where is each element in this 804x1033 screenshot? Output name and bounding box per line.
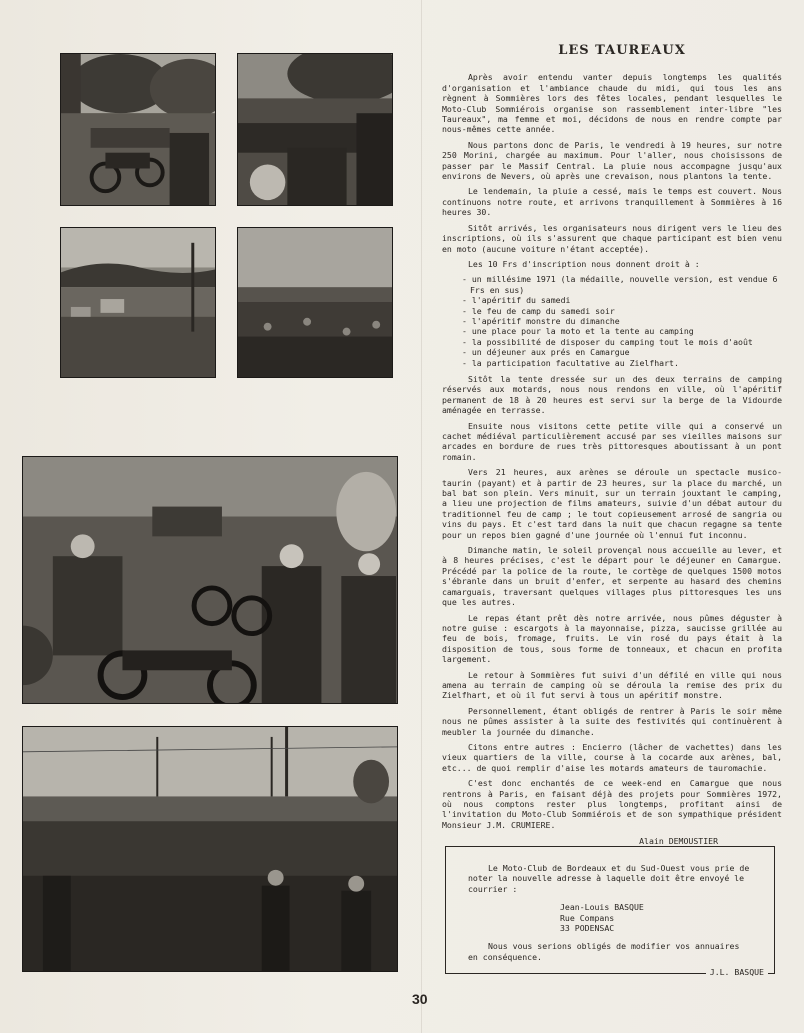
list-item: - le feu de camp du samedi soir — [462, 305, 615, 316]
author-signature: Alain DEMOUSTIER — [639, 836, 718, 847]
photo-bikers-with-helmets — [22, 456, 398, 704]
address-line: 33 PODENSAC — [560, 923, 615, 934]
page-number: 30 — [412, 991, 428, 1007]
paragraph: Les 10 Frs d'inscription nous donnent droit à : — [468, 258, 700, 269]
paragraph: Dimanche matin, le soleil provençal nous accueille au lever, et à 8 heures précises, c'est le départ pour le déjeuner en Camargue. Précédé par la police de la route, le cortège de quelques 1500 motos s'ébranle dans un bruit d'enfer, et serpente au hasard des chemins camarguais, traversant quelques villages plus pittoresques les uns que les autres. — [442, 545, 782, 608]
article-les-taureaux — [442, 43, 782, 847]
paragraph: Personnellement, étant obligés de rentrer à Paris le soir même nous ne pûmes assister à la suite des festivités qui continuèrent à meubler la journée du dimanche. — [442, 705, 782, 737]
list-item: - la participation facultative au Zielfhart. — [462, 357, 679, 368]
paragraph: Citons entre autres : Encierro (lâcher de vachettes) dans les vieux quartiers de la ville, course à la cocarde aux arènes, bal, etc... de quoi remplir d'aise les motards amateurs de tauromachie. — [442, 741, 782, 773]
paragraph: Nous partons donc de Paris, le vendredi à 19 heures, sur notre 250 Morini, chargée au maximum. Pour l'aller, nous choisissons de passer par le Massif Central. La pluie nous accompagne jusqu'aux environs de Nevers, où après une crevaison, nous plantons la tente. — [442, 139, 782, 182]
paragraph: Après avoir entendu vanter depuis longtemps les qualités d'organisation et l'ambiance chaude du midi, qui tous les ans règnent à Sommières lors des fêtes locales, pendant lesquelles le Moto-Club Sommiérois organise son rassemblement inter-libre "les Taureaux", ma femme et moi, décidons de nous en rendre compte par nous-mêmes cette année. — [442, 72, 782, 135]
address-change-notice — [445, 846, 775, 977]
list-item: - l'apéritif du samedi — [462, 295, 571, 306]
list-item: - la possibilité de disposer du camping tout le mois d'août — [462, 336, 753, 347]
registration-benefits-list — [462, 274, 782, 368]
article-title: LES TAUREAUX — [558, 43, 686, 58]
page-fold — [421, 0, 422, 1033]
paragraph: Le lendemain, la pluie a cessé, mais le temps est couvert. Nous continuons notre route, et arrivons tranquillement à Sommières à 16 heures 30. — [442, 186, 782, 218]
address-line: Jean-Louis BASQUE — [560, 902, 644, 913]
photo-crowd-power-lines — [22, 726, 398, 972]
list-item: - une place pour la moto et la tente au camping — [462, 326, 694, 337]
notice-outro: Nous vous serions obligés de modifier vos annuaires en conséquence. — [468, 941, 740, 962]
address-line: Rue Compans — [560, 912, 615, 923]
photo-large-crowd — [237, 227, 393, 378]
paragraph: Vers 21 heures, aux arènes se déroule un spectacle musico-taurin (payant) et à partir de 23 heures, sur la place du marché, un bal bat son plein. Vers minuit, sur un terrain jouxtant le camping, a lieu une projection de films amateurs, suivie d'un débat autour du traditionnel feu de camp ; le tout copieusement arrosé de sangria ou vins du pays. Et c'est tard dans la nuit que chacun regagne sa tente pour un repos bien gagné d'une journée où l'ennui fut inconnu. — [442, 467, 782, 540]
paragraph: Le repas étant prêt dès notre arrivée, nous pûmes déguster à notre guise : escargots à la mayonnaise, pizza, saucisse grillée au feu de bois, fromage, fruits. Le vin rosé du pays était à la disposition de tous, sous forme de tonneaux, et chacun en profita largement. — [442, 612, 782, 665]
notice-signature: J.L. BASQUE — [706, 967, 768, 977]
list-item: - un millésime 1971 (la médaille, nouvelle version, est vendue 6 Frs en sus) — [462, 274, 778, 295]
paragraph: Le retour à Sommières fut suivi d'un défilé en ville qui nous amena au terrain de camping où se déroula la remise des prix du Zielfhart, et où il fut servi à tous un apéritif monstre. — [442, 669, 782, 701]
list-item: - un déjeuner aux prés en Camargue — [462, 347, 630, 358]
paragraph: Sitôt la tente dressée sur un des deux terrains de camping réservés aux motards, nous nous rendons en ville, où l'apéritif permanent de 18 à 20 heures est servi sur la berge de la Vidourde aménagée en terrasse. — [442, 373, 782, 416]
photo-bikes-parked-crowd — [237, 53, 393, 206]
paragraph: C'est donc enchantés de ce week-end en Camargue que nous rentrons à Paris, en faisant déjà des projets pour Sommières 1972, où nous comptons rester plus longtemps, profitant ainsi de l'invitation du Moto-Club Sommiérois et de son sympathique président Monsieur J.M. CRUMIERE. — [442, 778, 782, 830]
photo-campground-field — [60, 227, 216, 378]
notice-address — [560, 902, 752, 933]
paragraph: Sitôt arrivés, les organisateurs nous dirigent vers le lieu des inscriptions, où ils s'assurent que chaque participant est bien venu en moto (aucune voiture n'étant acceptée). — [442, 222, 782, 254]
photo-motorcycles-under-trees — [60, 53, 216, 206]
paragraph: Ensuite nous visitons cette petite ville qui a conservé un cachet médiéval particulièrement accusé par ses vieilles maisons sur arcades en bordure de rues très pittoresques aboutissant à un pont romain. — [442, 420, 782, 462]
list-item: - l'apéritif monstre du dimanche — [462, 315, 620, 326]
notice-intro: Le Moto-Club de Bordeaux et du Sud-Ouest vous prie de noter la nouvelle adresse à laquelle doit être envoyé le courrier : — [468, 863, 750, 894]
